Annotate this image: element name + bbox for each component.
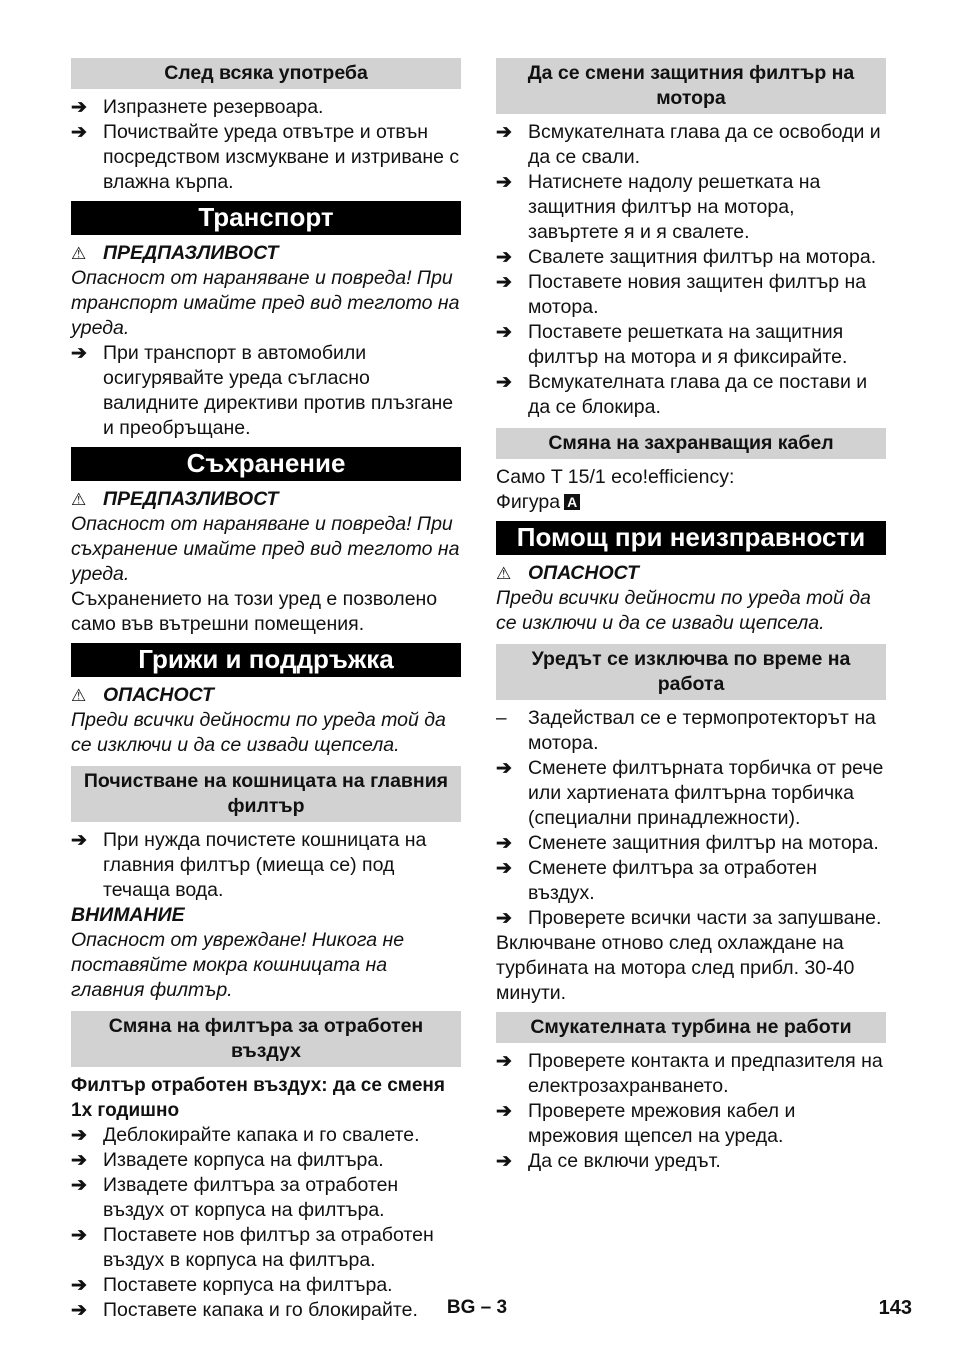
warning-triangle-icon: ⚠ xyxy=(71,490,87,509)
step-item: ➔ Поставете нов филтър за отработен въздух в корпуса на филтъра. xyxy=(71,1224,434,1271)
footer-section-label: BG – 3 xyxy=(446,1297,508,1318)
warning-danger: ⚠ ОПАСНОСТ xyxy=(71,684,214,706)
step-item: ➔ Почиствайте уреда отвътре и отвън посредством изсмукване и изтриване с влажна кърпа. xyxy=(71,121,460,193)
arrow-right-icon: ➔ xyxy=(71,122,87,143)
warning-text: Преди всички дейности по уреда той да се изключи и да се извади щепсела. xyxy=(71,709,446,756)
arrow-right-icon: ➔ xyxy=(496,908,512,929)
step-item: ➔ При транспорт в автомобили осигурявайте уреда съгласно валидните директиви против плъзгане и преобръщане. xyxy=(71,342,454,439)
step-item: ➔ Проверете всички части за запушване. xyxy=(496,907,882,929)
cause-item: – Задействал се е термопротекторът на мотора. xyxy=(496,707,876,754)
heading-basket: Почистване на кошницата на главния филтър xyxy=(71,766,461,822)
step-item: ➔ Деблокирайте капака и го свалете. xyxy=(71,1124,420,1146)
step-item: ➔ Да се включи уредът. xyxy=(496,1150,721,1172)
warning-triangle-icon: ⚠ xyxy=(496,564,512,583)
arrow-right-icon: ➔ xyxy=(496,833,512,854)
dash-icon: – xyxy=(496,708,507,729)
arrow-right-icon: ➔ xyxy=(496,322,512,343)
arrow-right-icon: ➔ xyxy=(496,1151,512,1172)
heading-turbine: Смукателната турбина не работи xyxy=(496,1012,886,1043)
step-item: ➔ Проверете мрежовия кабел и мрежовия щепсел на уреда. xyxy=(496,1100,796,1147)
step-item: ➔ Свалете защитния филтър на мотора. xyxy=(496,246,877,268)
warning-text: Опасност от нараняване и повреда! При съхранение имайте пред вид теглото на уреда. xyxy=(71,513,460,585)
step-item: ➔ Извадете корпуса на филтъра. xyxy=(71,1149,384,1171)
step-item: ➔ При нужда почистете кошницата на главния филтър (миеща се) под течаща вода. xyxy=(71,829,427,901)
step-item: ➔ Сменете филтъра за отработен въздух. xyxy=(496,857,817,904)
arrow-right-icon: ➔ xyxy=(71,1125,87,1146)
page-number: 143 xyxy=(878,1297,912,1319)
heading-care: Грижи и поддръжка xyxy=(71,643,461,677)
exhaust-note: Филтър отработен въздух: да се сменя 1х годишно xyxy=(71,1075,445,1121)
attention-text: Опасност от увреждане! Никога не поставяйте мокра кошницата на главния филтър. xyxy=(71,929,405,1001)
arrow-right-icon: ➔ xyxy=(496,1101,512,1122)
arrow-right-icon: ➔ xyxy=(71,1150,87,1171)
warning-triangle-icon: ⚠ xyxy=(71,686,87,705)
attention-label: ВНИМАНИЕ xyxy=(71,904,185,926)
arrow-right-icon: ➔ xyxy=(71,830,87,851)
warning-text: Преди всички дейности по уреда той да се изключи и да се извади щепсела. xyxy=(496,587,871,634)
step-item: ➔ Поставете капака и го блокирайте. xyxy=(71,1299,418,1321)
heading-power-cable: Смяна на захранващия кабел xyxy=(496,428,886,459)
arrow-right-icon: ➔ xyxy=(496,122,512,143)
step-item: ➔ Натиснете надолу решетката на защитния филтър на мотора, завъртете я и я свалете. xyxy=(496,171,821,243)
heading-troubleshooting: Помощ при неизправности xyxy=(496,521,886,555)
cable-figure-ref: Фигура A xyxy=(496,490,886,515)
arrow-right-icon: ➔ xyxy=(71,97,87,118)
right-column xyxy=(496,58,886,1174)
arrow-right-icon: ➔ xyxy=(496,247,512,268)
restart-text: Включване отново след охлаждане на турбината на мотора след прибл. 30-40 минути. xyxy=(496,932,855,1004)
heading-storage: Съхранение xyxy=(71,447,461,481)
arrow-right-icon: ➔ xyxy=(496,858,512,879)
arrow-right-icon: ➔ xyxy=(71,1300,87,1321)
arrow-right-icon: ➔ xyxy=(71,343,87,364)
arrow-right-icon: ➔ xyxy=(71,1275,87,1296)
arrow-right-icon: ➔ xyxy=(496,272,512,293)
arrow-right-icon: ➔ xyxy=(71,1175,87,1196)
arrow-right-icon: ➔ xyxy=(496,172,512,193)
warning-caution: ⚠ ПРЕДПАЗЛИВОСТ xyxy=(71,488,279,510)
step-item: ➔ Сменете филтърната торбичка от рече или хартиената филтърна торбичка (специални принадлежности). xyxy=(496,757,884,829)
cable-model-text: Само T 15/1 eco!efficiency: xyxy=(496,466,735,488)
left-column xyxy=(71,58,461,1323)
step-item: ➔ Изпразнете резервоара. xyxy=(71,96,324,118)
arrow-right-icon: ➔ xyxy=(496,1051,512,1072)
warning-text: Опасност от нараняване и повреда! При транспорт имайте пред вид теглото на уреда. xyxy=(71,267,460,339)
heading-switches-off: Уредът се изключва по време на работа xyxy=(496,644,886,700)
step-item: ➔ Сменете защитния филтър на мотора. xyxy=(496,832,879,854)
arrow-right-icon: ➔ xyxy=(496,758,512,779)
arrow-right-icon: ➔ xyxy=(496,372,512,393)
warning-caution: ⚠ ПРЕДПАЗЛИВОСТ xyxy=(71,242,279,264)
warning-danger: ⚠ ОПАСНОСТ xyxy=(496,562,639,584)
heading-transport: Транспорт xyxy=(71,201,461,235)
step-item: ➔ Извадете филтъра за отработен въздух от корпуса на филтъра. xyxy=(71,1174,399,1221)
step-item: ➔ Поставете новия защитен филтър на мотора. xyxy=(496,271,867,318)
step-item: ➔ Проверете контакта и предпазителя на електрозахранването. xyxy=(496,1050,883,1097)
storage-text: Съхранението на този уред е позволено само във вътрешни помещения. xyxy=(71,588,438,635)
heading-exhaust-filter: Смяна на филтъра за отработен въздух xyxy=(71,1011,461,1067)
arrow-right-icon: ➔ xyxy=(71,1225,87,1246)
step-item: ➔ Поставете корпуса на филтъра. xyxy=(71,1274,393,1296)
warning-triangle-icon: ⚠ xyxy=(71,244,87,263)
figure-label: A xyxy=(564,494,580,510)
step-item: ➔ Всмукателната глава да се постави и да се блокира. xyxy=(496,371,868,418)
step-item: ➔ Всмукателната глава да се освободи и да се свали. xyxy=(496,121,881,168)
heading-motor-filter: Да се смени защитния филтър на мотора xyxy=(496,58,886,114)
heading-after-use: След всяка употреба xyxy=(71,58,461,89)
step-item: ➔ Поставете решетката на защитния филтър на мотора и я фиксирайте. xyxy=(496,321,848,368)
